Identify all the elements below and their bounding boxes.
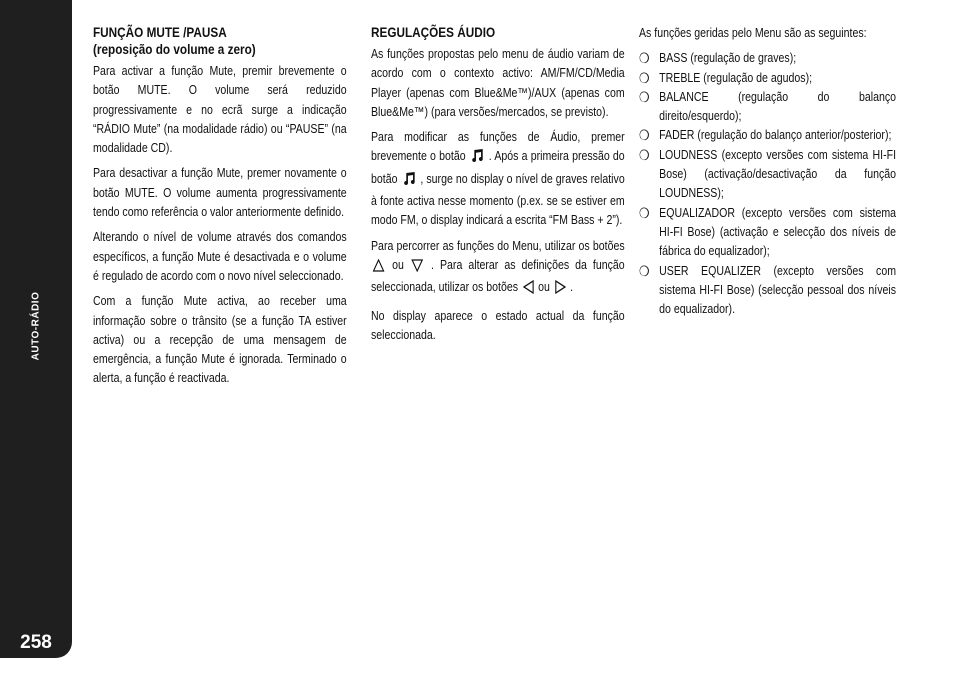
music-notes-icon — [402, 172, 415, 192]
column-menu-functions — [639, 24, 896, 319]
list-item-text: LOUDNESS (excepto versões com sistema HI-FI Bose) (activação/desactivação da função LOUDNESS); — [659, 147, 897, 201]
circle-bullet-icon: ❍ — [639, 146, 650, 163]
text-run: . — [570, 280, 574, 295]
paragraph: Com a função Mute activa, ao receber uma informação sobre o trânsito (se a função TA estiver activa) ou a recepção de uma mensagem de emergência, a função Mute é ignorada. Terminado o alerta, a função é reactivada. — [93, 294, 347, 386]
list-item — [639, 204, 896, 262]
page-number: 258 — [20, 632, 52, 653]
text-run: Para modificar as funções de Áudio, premer brevemente o botão — [371, 130, 625, 164]
list-item-text: FADER (regulação do balanço anterior/posterior); — [659, 128, 892, 143]
triangle-up-icon — [373, 259, 385, 278]
paragraph: Para activar a função Mute, premir brevemente o botão MUTE. O volume será reduzido progressivamente e no ecrã surge a indicação “RÁDIO Mute” (na modalidade rádio) ou “PAUSE” (na modalidade CD). — [93, 64, 347, 156]
text-run: , surge no display o nível de graves relativo à fonte activa nesse momento (p.ex. se se estiver em modo FM, o display indicará a escrita “FM Bass + 2”). — [371, 171, 625, 228]
text-run: Para percorrer as funções do Menu, utilizar os botões — [371, 238, 625, 253]
column-audio-settings — [371, 24, 625, 351]
list-item — [639, 262, 896, 320]
paragraph-audio-button — [371, 128, 625, 230]
heading-audio: REGULAÇÕES ÁUDIO — [371, 24, 496, 40]
list-item — [639, 126, 896, 145]
list-item — [639, 49, 896, 68]
sidebar-tab — [0, 0, 72, 658]
column-mute — [93, 24, 347, 395]
paragraph: As funções propostas pelo menu de áudio variam de acordo com o contexto activo: AM/FM/CD/Media Player (apenas com Blue&Me™)/AUX (apenas com Blue&Me™) (para versões/mercados, se previsto). — [371, 47, 625, 119]
text-run: . Após a primeira pressão do botão — [371, 149, 625, 186]
text-run: ou — [392, 257, 404, 272]
paragraph: Alterando o nível de volume através dos comandos específicos, a função Mute é desactivada e o volume é regulado de acordo com o novo nível seleccionado. — [93, 230, 347, 283]
list-item-text: BASS (regulação de graves); — [659, 51, 797, 66]
triangle-down-icon — [412, 259, 424, 278]
heading-mute-line2: (reposição do volume a zero) — [93, 41, 256, 57]
list-item-text: USER EQUALIZER (excepto versões com sistema HI-FI Bose) (selecção pessoal dos níveis do equalizador). — [659, 263, 897, 317]
circle-bullet-icon: ❍ — [639, 204, 650, 221]
section-label: AUTO-RÁDIO — [30, 291, 42, 361]
list-item — [639, 146, 896, 204]
paragraph-intro: As funções geridas pelo Menu são as seguintes: — [639, 26, 867, 40]
function-list — [639, 49, 896, 319]
triangle-right-icon — [555, 280, 566, 300]
circle-bullet-icon: ❍ — [639, 262, 650, 279]
paragraph-navigation — [371, 237, 625, 301]
paragraph: Para desactivar a função Mute, premer novamente o botão MUTE. O volume aumenta progressivamente tendo como referência o valor anteriormente definido. — [93, 166, 347, 220]
list-item-text: TREBLE (regulação de agudos); — [659, 70, 813, 85]
heading-mute-line1: FUNÇÃO MUTE /PAUSA — [93, 24, 227, 40]
list-item-text: BALANCE (regulação do balanço direito/esquerdo); — [659, 89, 897, 124]
circle-bullet-icon: ❍ — [639, 50, 650, 67]
circle-bullet-icon: ❍ — [639, 127, 650, 144]
triangle-left-icon — [523, 280, 534, 300]
text-run: . Para alterar as definições da função seleccionada, utilizar os botões — [371, 257, 625, 295]
list-item-text: EQUALIZADOR (excepto versões com sistema HI-FI Bose) (activação e selecção dos níveis de fábrica do equalizador); — [659, 205, 897, 259]
circle-bullet-icon: ❍ — [639, 69, 650, 86]
text-run: ou — [538, 280, 550, 295]
list-item — [639, 88, 896, 127]
paragraph: No display aparece o estado actual da função seleccionada. — [371, 308, 625, 342]
list-item — [639, 69, 896, 88]
music-notes-icon — [470, 149, 483, 169]
circle-bullet-icon: ❍ — [639, 88, 650, 105]
heading-mute — [93, 24, 347, 58]
